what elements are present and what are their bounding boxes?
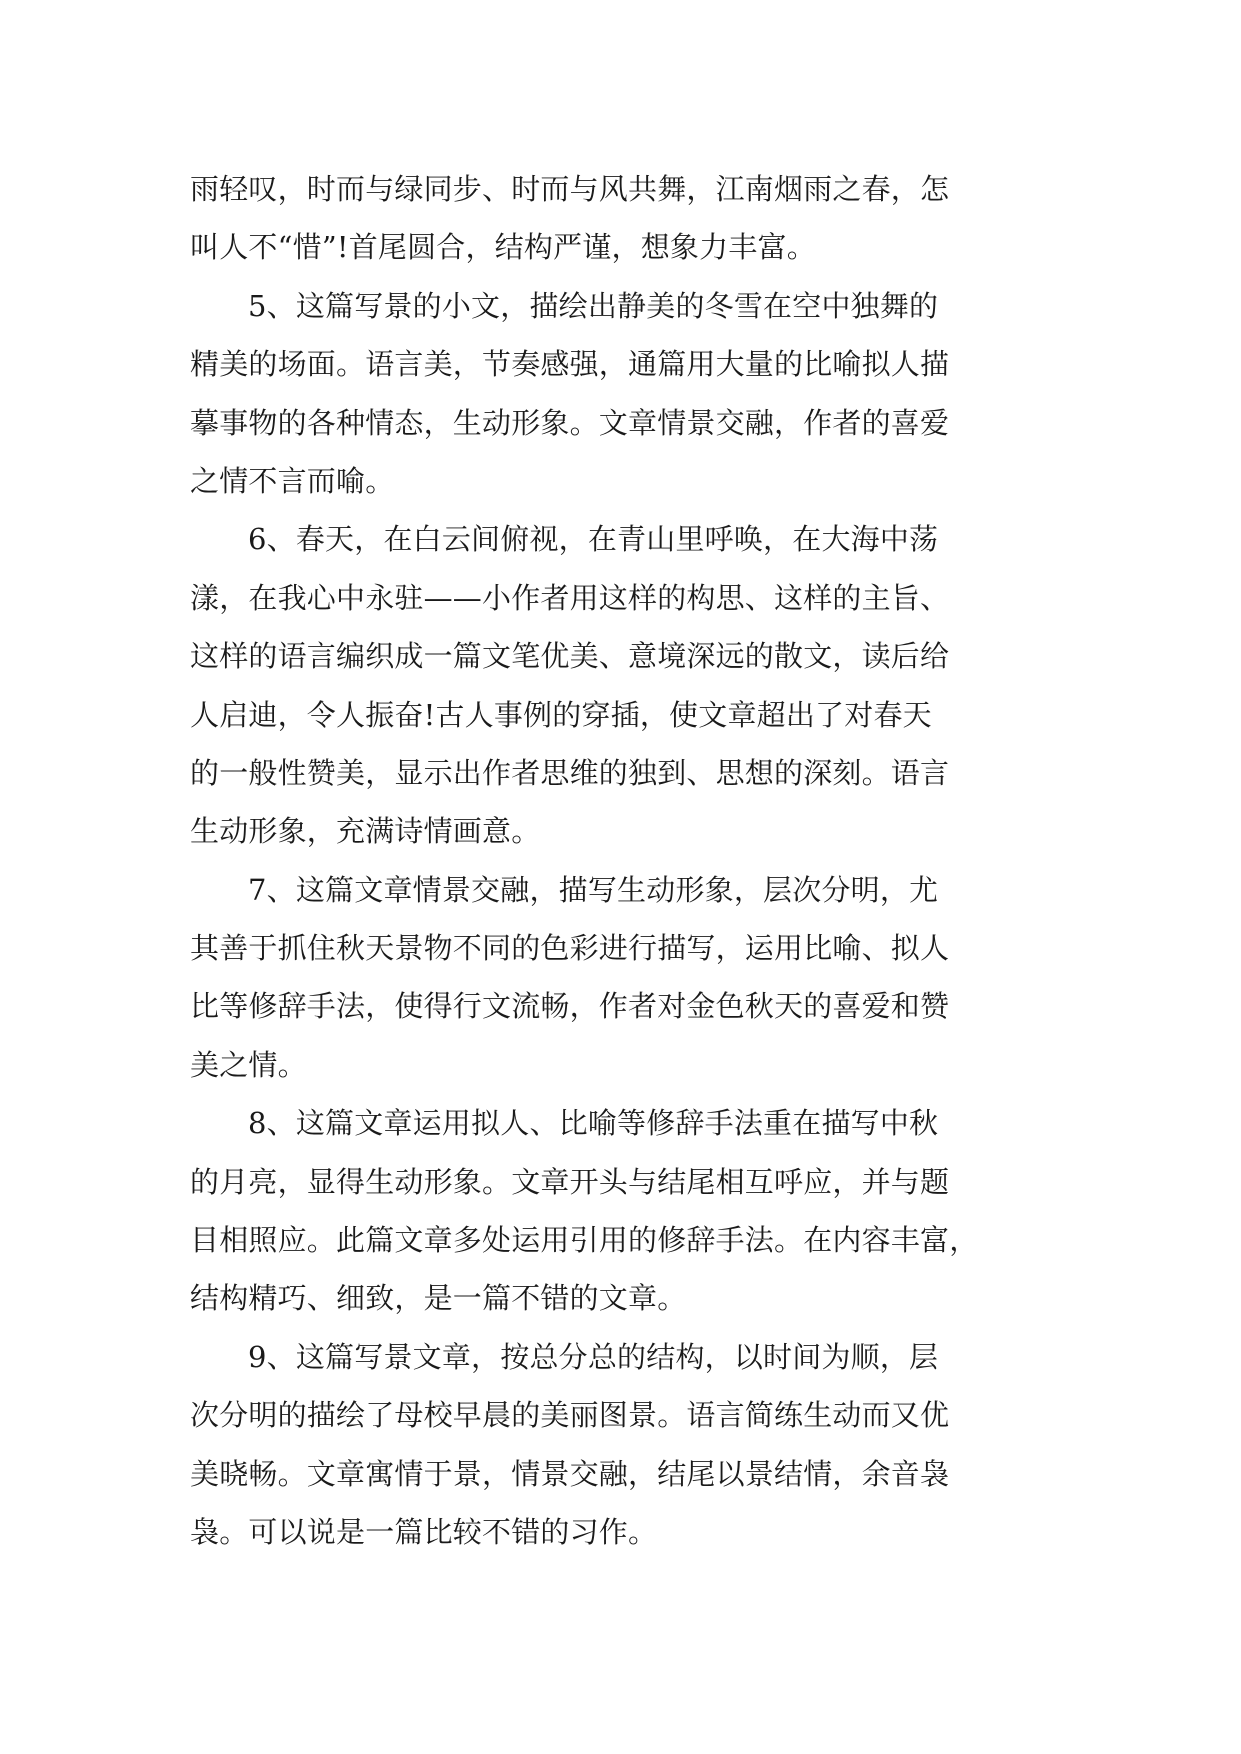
text-line: 7、这篇文章情景交融，描写生动形象，层次分明，尤 [248,872,939,907]
text-line: 精美的场面。语言美，节奏感强，通篇用大量的比喻拟人描 [190,347,950,382]
paragraph-7 [190,861,1050,1095]
text-line: 雨轻叹，时而与绿同步、时而与风共舞，江南烟雨之春，怎 [190,172,950,206]
paragraph-9 [190,1328,1050,1562]
text-line: 这样的语言编织成一篇文笔优美、意境深远的散文，读后给 [190,639,950,674]
text-line: 生动形象，充满诗情画意。 [190,814,541,849]
text-line: 8、这篇文章运用拟人、比喻等修辞手法重在描写中秋 [248,1106,939,1141]
text-line: 结构精巧、细致，是一篇不错的文章。 [190,1281,687,1316]
text-line: 目相照应。此篇文章多处运用引用的修辞手法。在内容丰富， [190,1223,979,1258]
text-line: 9、这篇写景文章，按总分总的结构，以时间为顺，层 [248,1339,939,1374]
paragraph-6 [190,510,1050,860]
text-line: 6、春天，在白云间俯视，在青山里呼唤，在大海中荡 [248,522,939,557]
text-line: 次分明的描绘了母校早晨的美丽图景。语言简练生动而又优 [190,1398,950,1433]
text-line: 美之情。 [190,1047,307,1082]
text-line: 其善于抓住秋天景物不同的色彩进行描写，运用比喻、拟人 [190,931,950,966]
paragraph-8 [190,1094,1050,1328]
text-line: 之情不言而喻。 [190,463,395,498]
text-line: 袅。可以说是一篇比较不错的习作。 [190,1514,658,1549]
text-line: 的月亮，显得生动形象。文章开头与结尾相互呼应，并与题 [190,1164,950,1199]
text-line: 美晓畅。文章寓情于景，情景交融，结尾以景结情，余音袅 [190,1456,950,1491]
text-line: 叫人不“惜”!首尾圆合，结构严谨，想象力丰富。 [190,230,816,265]
text-line: 的一般性赞美，显示出作者思维的独到、思想的深刻。语言 [190,755,950,790]
text-line: 5、这篇写景的小文，描绘出静美的冬雪在空中独舞的 [248,288,939,323]
text-line: 人启迪，令人振奋!古人事例的穿插，使文章超出了对春天 [190,697,932,732]
text-line: 比等修辞手法，使得行文流畅，作者对金色秋天的喜爱和赞 [190,989,950,1024]
paragraph-4-continuation [190,160,1050,277]
document-body [190,160,1050,1561]
text-line: 漾，在我心中永驻——小作者用这样的构思、这样的主旨、 [190,580,950,615]
paragraph-5 [190,277,1050,511]
text-line: 摹事物的各种情态，生动形象。文章情景交融，作者的喜爱 [190,405,950,440]
